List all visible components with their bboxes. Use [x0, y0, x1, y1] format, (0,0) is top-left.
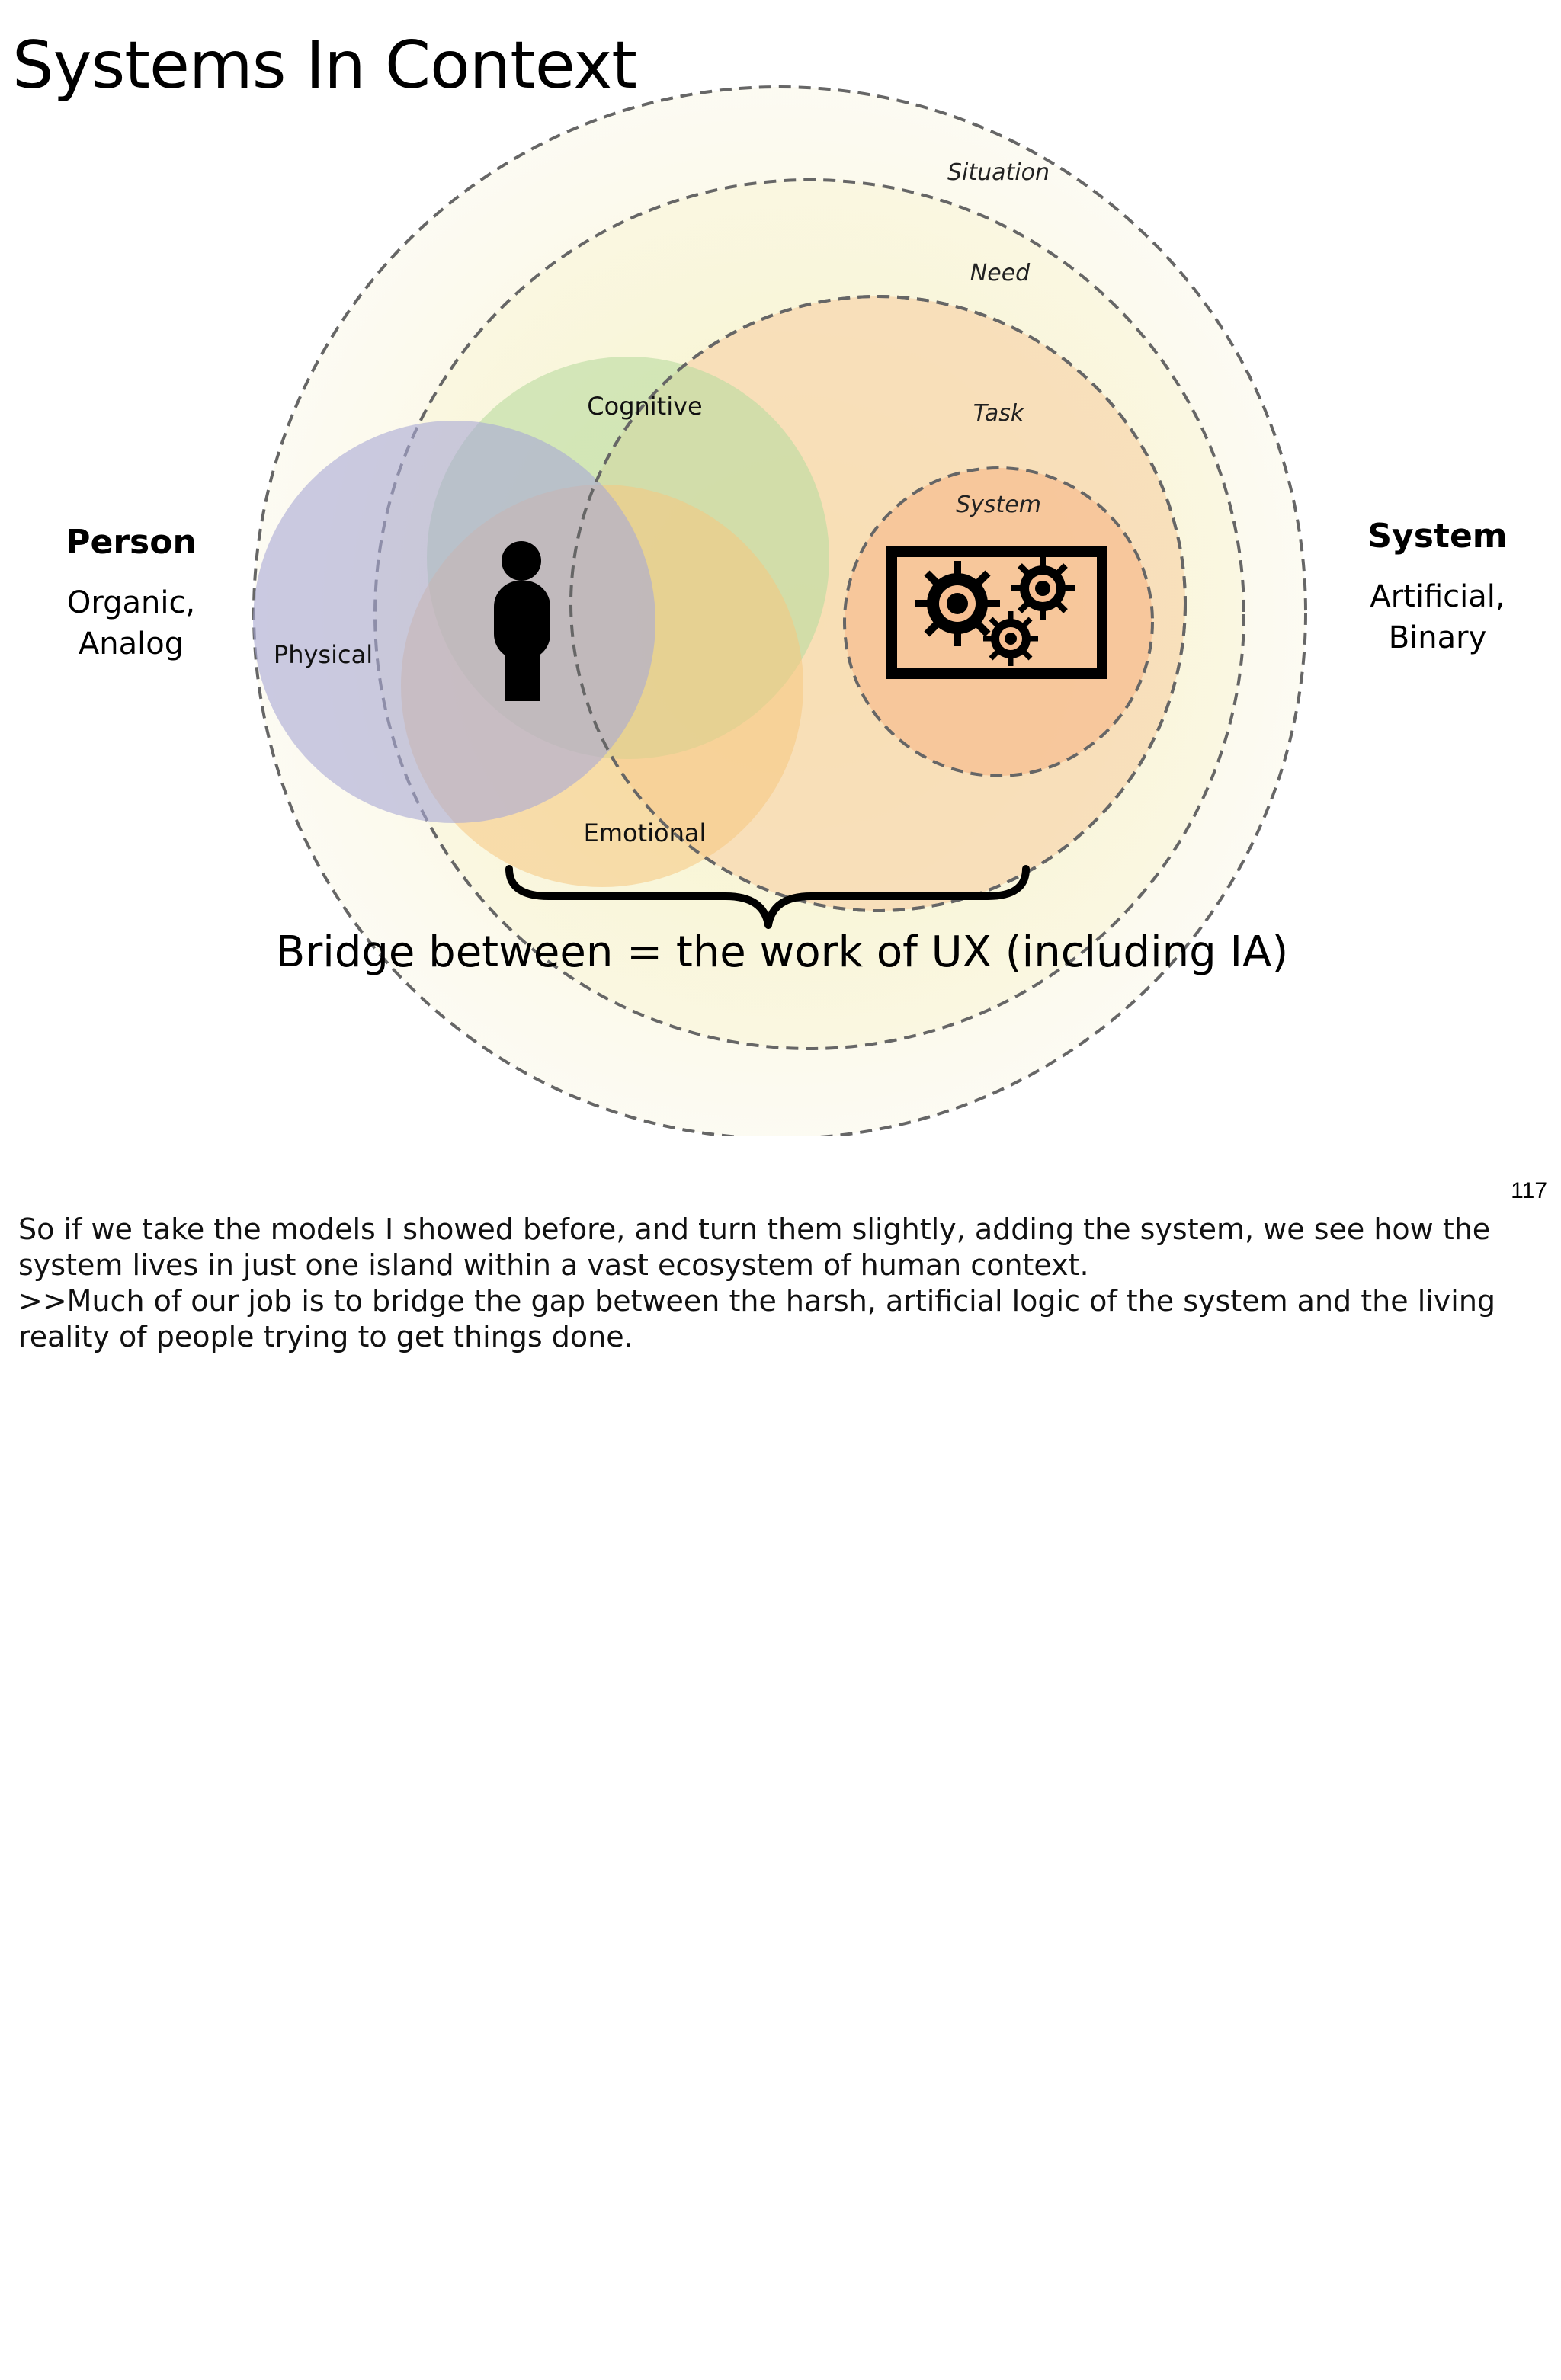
physical-label: Physical: [273, 640, 373, 669]
page-number: 117: [1511, 1178, 1547, 1203]
person-line1: Organic,: [66, 585, 196, 620]
slide-title: Systems In Context: [12, 27, 636, 104]
system-heading: System: [1367, 517, 1508, 556]
systems-in-context-diagram: [0, 0, 1561, 1136]
notes-paragraph-2: >>Much of our job is to bridge the gap between the harsh, artificial logic of the system and the living reality of people trying to get things done.: [18, 1284, 1496, 1353]
emotional-label: Emotional: [583, 818, 707, 847]
person-line2: Analog: [78, 626, 184, 661]
person-heading: Person: [66, 523, 197, 562]
cognitive-label: Cognitive: [587, 392, 703, 421]
system-ring-label: System: [956, 492, 1041, 518]
situation-label: Situation: [947, 159, 1050, 186]
notes-paragraph-1: So if we take the models I showed before, and turn them slightly, adding the system, we see how the system lives in just one island within a vast ecosystem of human context.: [18, 1212, 1491, 1282]
slide: [0, 0, 1561, 1136]
bridge-caption: Bridge between = the work of UX (including IA): [275, 927, 1289, 977]
system-line2: Binary: [1388, 620, 1487, 655]
system-line1: Artificial,: [1370, 579, 1505, 614]
speaker-notes: [18, 1212, 1535, 1355]
task-label: Task: [973, 400, 1024, 427]
need-label: Need: [970, 260, 1031, 287]
